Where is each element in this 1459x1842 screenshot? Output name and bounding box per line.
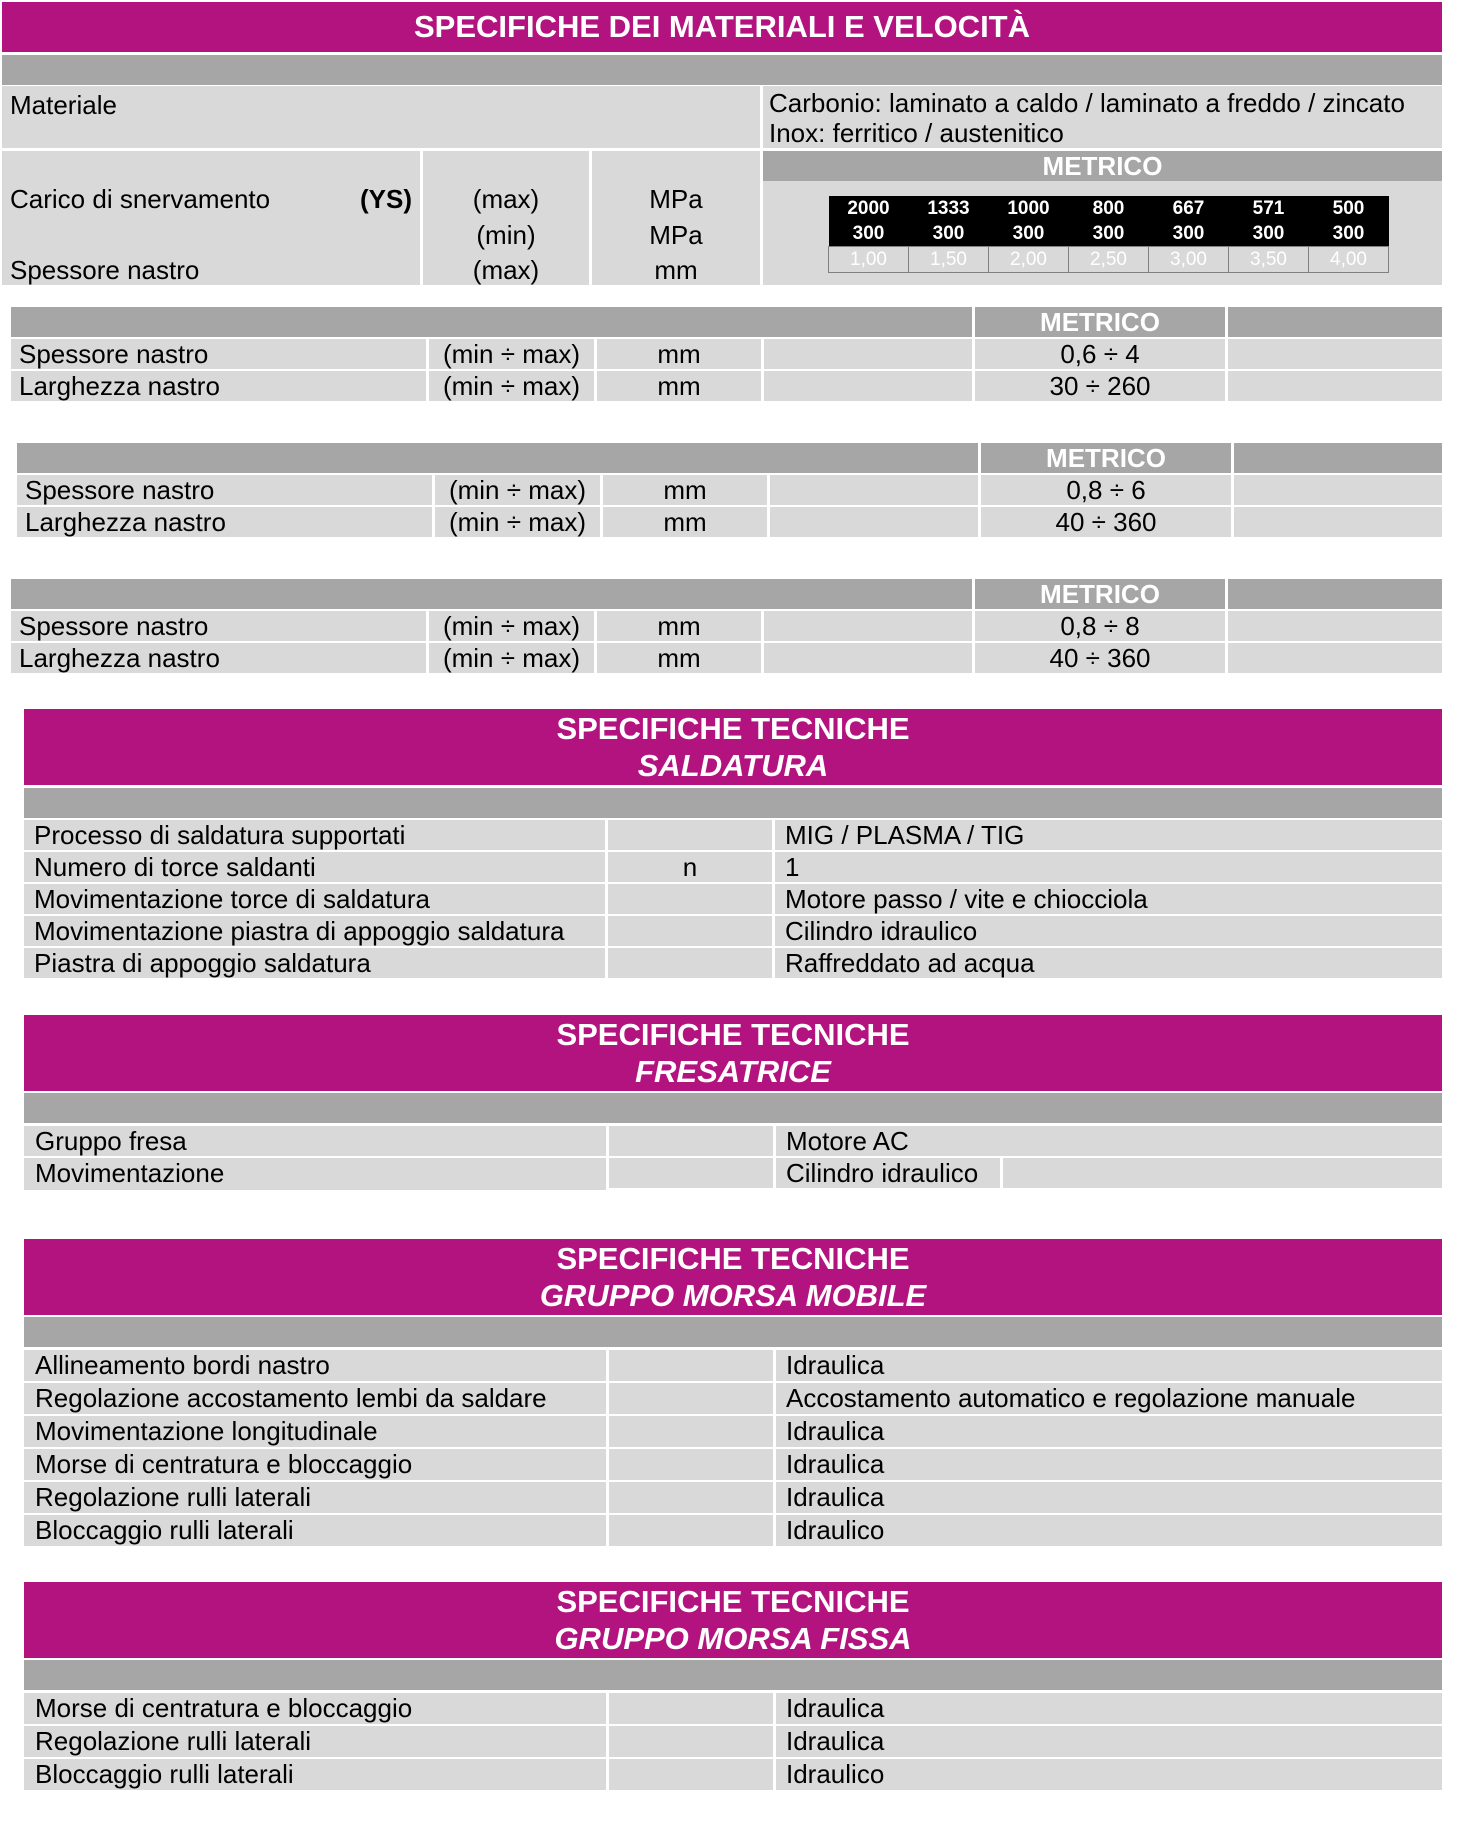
fresatrice-row-2-extra bbox=[1003, 1158, 1442, 1188]
morsa-fissa-row-2-unit bbox=[609, 1726, 773, 1757]
range-2-row-2-unit bbox=[603, 507, 767, 537]
speed-min-cell: 300 bbox=[909, 221, 989, 247]
speed-thickness-cell: 4,00 bbox=[1309, 247, 1389, 273]
morsa-fissa-divider bbox=[24, 1660, 1442, 1690]
morsa-mobile-row-2-unit bbox=[609, 1383, 773, 1414]
speed-min-cell: 300 bbox=[989, 221, 1069, 247]
morsa-mobile-row-5-label bbox=[24, 1482, 606, 1513]
speed-thickness-cell: 1,00 bbox=[829, 247, 909, 273]
range-label-text: Larghezza nastro bbox=[25, 507, 226, 537]
speed-thickness-cell: 2,50 bbox=[1069, 247, 1149, 273]
material-value-line1: Carbonio: laminato a caldo / laminato a freddo / zincato bbox=[769, 88, 1405, 118]
range-1-row-1-label bbox=[11, 339, 426, 369]
range-1-row-1-value bbox=[975, 339, 1225, 369]
saldatura-title: SPECIFICHE TECNICHE bbox=[556, 711, 910, 746]
spec-label-text: Piastra di appoggio saldatura bbox=[34, 948, 371, 978]
morsa-fissa-row-3-unit bbox=[609, 1759, 773, 1790]
fresatrice-row-1-value bbox=[776, 1126, 1442, 1156]
spec-value-text: Cilindro idraulico bbox=[785, 916, 978, 946]
morsa-mobile-subtitle: GRUPPO MORSA MOBILE bbox=[539, 1278, 927, 1313]
spec-value-text: MIG / PLASMA / TIG bbox=[785, 820, 1025, 850]
morsa-fissa-row-1-unit bbox=[609, 1693, 773, 1724]
spec-label-text: Numero di torce saldanti bbox=[34, 852, 316, 882]
range-1-row-1-extra bbox=[1228, 339, 1442, 369]
yield-min-label: (min) bbox=[476, 220, 536, 250]
spec-label-text: Bloccaggio rulli laterali bbox=[35, 1515, 294, 1545]
materials-metric-header bbox=[763, 151, 1442, 181]
saldatura-row-4-unit bbox=[608, 916, 772, 946]
morsa-mobile-title: SPECIFICHE TECNICHE bbox=[556, 1241, 910, 1276]
speed-row-max bbox=[829, 196, 1389, 221]
range-2-row-2-blank bbox=[770, 507, 978, 537]
range-2-header-bar bbox=[17, 443, 978, 473]
unit-mpa-max: MPa bbox=[649, 184, 703, 214]
saldatura-row-3-unit bbox=[608, 884, 772, 914]
range-2-row-2-label bbox=[17, 507, 432, 537]
morsa-fissa-subtitle: GRUPPO MORSA FISSA bbox=[554, 1621, 912, 1656]
range-unit-text: mm bbox=[657, 643, 701, 673]
range-3-row-2-unit bbox=[597, 643, 761, 673]
saldatura-divider bbox=[24, 788, 1442, 818]
speed-thickness-cell: 3,50 bbox=[1229, 247, 1309, 273]
spec-value-text: Idraulica bbox=[786, 1416, 885, 1446]
morsa-mobile-row-5-value bbox=[776, 1482, 1442, 1513]
range-qual-text: (min ÷ max) bbox=[442, 339, 581, 369]
saldatura-row-2-label bbox=[24, 852, 605, 882]
morsa-mobile-row-4-unit bbox=[609, 1449, 773, 1480]
spec-label-text: Movimentazione torce di saldatura bbox=[34, 884, 430, 914]
material-label-cell bbox=[2, 86, 760, 148]
range-1-header-bar bbox=[11, 307, 972, 337]
unit-cell bbox=[592, 151, 760, 285]
range-3-row-2-extra bbox=[1228, 643, 1442, 673]
spec-value-text: Idraulico bbox=[786, 1759, 885, 1789]
range-3-row-2-label bbox=[11, 643, 426, 673]
materials-title-bar bbox=[2, 2, 1442, 52]
spec-value-text: Cilindro idraulico bbox=[786, 1158, 979, 1188]
speed-max-cell: 1000 bbox=[989, 196, 1069, 221]
qual-cell bbox=[423, 151, 589, 285]
range-3-row-2-blank bbox=[764, 643, 972, 673]
saldatura-row-5-value bbox=[775, 948, 1442, 978]
spec-value-text: Motore passo / vite e chiocciola bbox=[785, 884, 1148, 914]
spec-label-text: Processo di saldatura supportati bbox=[34, 820, 406, 850]
range-1-row-1-unit bbox=[597, 339, 761, 369]
spec-value-text: Idraulica bbox=[786, 1350, 885, 1380]
fresatrice-title-bar bbox=[24, 1015, 1442, 1091]
range-1-row-2-unit bbox=[597, 371, 761, 401]
morsa-fissa-row-1-value bbox=[776, 1693, 1442, 1724]
range-3-row-1-extra bbox=[1228, 611, 1442, 641]
unit-mm: mm bbox=[654, 255, 698, 285]
saldatura-row-4-label bbox=[24, 916, 605, 946]
spec-label-text: Morse di centratura e bloccaggio bbox=[35, 1449, 413, 1479]
speed-max-cell: 667 bbox=[1149, 196, 1229, 221]
range-unit-text: mm bbox=[663, 507, 707, 537]
morsa-fissa-title-bar bbox=[24, 1582, 1442, 1658]
range-1-row-2-blank bbox=[764, 371, 972, 401]
spec-value-text: Idraulica bbox=[786, 1693, 885, 1723]
saldatura-row-1-value bbox=[775, 820, 1442, 850]
range-qual-text: (min ÷ max) bbox=[448, 475, 587, 505]
range-2-metric-header bbox=[981, 443, 1231, 473]
fresatrice-row-2-unit bbox=[609, 1158, 773, 1188]
saldatura-row-4-value bbox=[775, 916, 1442, 946]
thickness-label: Spessore nastro bbox=[10, 255, 200, 285]
morsa-mobile-divider bbox=[24, 1317, 1442, 1347]
speed-max-cell: 800 bbox=[1069, 196, 1149, 221]
range-2-row-1-value bbox=[981, 475, 1231, 505]
range-value-text: 0,8 ÷ 8 bbox=[1060, 611, 1140, 641]
range-3-row-2-qual bbox=[429, 643, 594, 673]
range-unit-text: mm bbox=[663, 475, 707, 505]
range-1-row-1-qual bbox=[429, 339, 594, 369]
yield-max-label: (max) bbox=[472, 184, 540, 214]
speed-min-cell: 300 bbox=[1309, 221, 1389, 247]
spec-value-text: Motore AC bbox=[786, 1126, 909, 1156]
material-label: Materiale bbox=[10, 90, 117, 120]
speed-max-cell: 571 bbox=[1229, 196, 1309, 221]
range-label-text: Spessore nastro bbox=[19, 339, 209, 369]
morsa-mobile-row-6-label bbox=[24, 1515, 606, 1546]
spec-value-text: Idraulica bbox=[786, 1482, 885, 1512]
morsa-mobile-row-3-value bbox=[776, 1416, 1442, 1447]
speed-min-cell: 300 bbox=[829, 221, 909, 247]
spec-value-text: 1 bbox=[785, 852, 800, 882]
spec-value-text: Idraulica bbox=[786, 1449, 885, 1479]
range-2-row-2-value bbox=[981, 507, 1231, 537]
morsa-mobile-row-1-value bbox=[776, 1350, 1442, 1381]
range-2-row-1-label bbox=[17, 475, 432, 505]
range-unit-text: mm bbox=[657, 611, 701, 641]
range-2-metric-label: METRICO bbox=[1046, 443, 1166, 473]
morsa-fissa-row-2-label bbox=[24, 1726, 606, 1757]
morsa-fissa-row-1-label bbox=[24, 1693, 606, 1724]
range-3-metric-header bbox=[975, 579, 1225, 609]
range-label-text: Spessore nastro bbox=[25, 475, 215, 505]
spec-label-text: Regolazione rulli laterali bbox=[35, 1482, 312, 1512]
materials-metric-label: METRICO bbox=[1042, 151, 1163, 181]
saldatura-title-bar bbox=[24, 709, 1442, 785]
morsa-mobile-row-6-value bbox=[776, 1515, 1442, 1546]
range-2-row-2-extra bbox=[1234, 507, 1442, 537]
range-3-metric-label: METRICO bbox=[1040, 579, 1160, 609]
spec-label-text: Movimentazione bbox=[35, 1158, 225, 1188]
range-2-row-1-qual bbox=[435, 475, 600, 505]
range-1-row-2-extra bbox=[1228, 371, 1442, 401]
unit-mpa-min: MPa bbox=[649, 220, 703, 250]
range-label-text: Larghezza nastro bbox=[19, 643, 220, 673]
speed-max-cell: 500 bbox=[1309, 196, 1389, 221]
range-1-header-bar-end bbox=[1228, 307, 1442, 337]
spec-label-text: Morse di centratura e bloccaggio bbox=[35, 1693, 413, 1723]
morsa-fissa-row-2-value bbox=[776, 1726, 1442, 1757]
range-label-text: Spessore nastro bbox=[19, 611, 209, 641]
range-1-row-1-blank bbox=[764, 339, 972, 369]
speed-row-thickness bbox=[829, 247, 1389, 273]
range-1-row-2-value bbox=[975, 371, 1225, 401]
range-3-row-1-blank bbox=[764, 611, 972, 641]
saldatura-subtitle: SALDATURA bbox=[637, 748, 829, 783]
spec-value-text: Idraulico bbox=[786, 1515, 885, 1545]
materials-divider bbox=[2, 55, 1442, 85]
range-value-text: 40 ÷ 360 bbox=[1049, 643, 1151, 673]
spec-value-text: Accostamento automatico e regolazione manuale bbox=[786, 1383, 1356, 1413]
spec-label-text: Movimentazione piastra di appoggio saldatura bbox=[34, 916, 565, 946]
morsa-fissa-title: SPECIFICHE TECNICHE bbox=[556, 1584, 910, 1619]
morsa-mobile-row-3-label bbox=[24, 1416, 606, 1447]
materials-title: SPECIFICHE DEI MATERIALI E VELOCITÀ bbox=[413, 9, 1031, 44]
range-unit-text: mm bbox=[657, 371, 701, 401]
range-3-header-bar bbox=[11, 579, 972, 609]
range-3-row-1-value bbox=[975, 611, 1225, 641]
morsa-fissa-row-3-label bbox=[24, 1759, 606, 1790]
saldatura-row-1-label bbox=[24, 820, 605, 850]
yield-abbr: (YS) bbox=[360, 184, 412, 214]
range-value-text: 40 ÷ 360 bbox=[1055, 507, 1157, 537]
range-2-row-1-blank bbox=[770, 475, 978, 505]
morsa-mobile-row-2-label bbox=[24, 1383, 606, 1414]
range-3-row-1-unit bbox=[597, 611, 761, 641]
speed-min-cell: 300 bbox=[1069, 221, 1149, 247]
range-2-row-1-extra bbox=[1234, 475, 1442, 505]
saldatura-row-2-unit bbox=[608, 852, 772, 882]
range-1-row-2-label bbox=[11, 371, 426, 401]
speed-max-cell: 2000 bbox=[829, 196, 909, 221]
thickness-qual: (max) bbox=[472, 255, 540, 285]
fresatrice-row-1-label bbox=[24, 1126, 606, 1156]
spec-value-text: Raffreddato ad acqua bbox=[785, 948, 1035, 978]
saldatura-row-3-value bbox=[775, 884, 1442, 914]
spec-label-text: Allineamento bordi nastro bbox=[35, 1350, 330, 1380]
range-qual-text: (min ÷ max) bbox=[442, 371, 581, 401]
speed-thickness-cell: 3,00 bbox=[1149, 247, 1229, 273]
range-unit-text: mm bbox=[657, 339, 701, 369]
material-value-line2: Inox: ferritico / austenitico bbox=[769, 118, 1064, 148]
range-3-row-1-qual bbox=[429, 611, 594, 641]
range-2-row-2-qual bbox=[435, 507, 600, 537]
range-2-header-bar-end bbox=[1234, 443, 1442, 473]
range-label-text: Larghezza nastro bbox=[19, 371, 220, 401]
saldatura-row-5-unit bbox=[608, 948, 772, 978]
range-qual-text: (min ÷ max) bbox=[442, 643, 581, 673]
speed-thickness-cell: 1,50 bbox=[909, 247, 989, 273]
morsa-mobile-row-4-value bbox=[776, 1449, 1442, 1480]
yield-label: Carico di snervamento bbox=[10, 184, 271, 214]
spec-value-text: Idraulica bbox=[786, 1726, 885, 1756]
range-3-row-2-value bbox=[975, 643, 1225, 673]
fresatrice-row-2-label bbox=[24, 1158, 606, 1190]
spec-label-text: Gruppo fresa bbox=[35, 1126, 187, 1156]
morsa-mobile-row-4-label bbox=[24, 1449, 606, 1480]
range-2-row-1-unit bbox=[603, 475, 767, 505]
morsa-fissa-row-3-value bbox=[776, 1759, 1442, 1790]
range-value-text: 0,8 ÷ 6 bbox=[1066, 475, 1146, 505]
range-qual-text: (min ÷ max) bbox=[442, 611, 581, 641]
speed-thickness-cell: 2,00 bbox=[989, 247, 1069, 273]
spec-label-text: Regolazione rulli laterali bbox=[35, 1726, 312, 1756]
spec-unit-text: n bbox=[682, 852, 698, 882]
range-value-text: 0,6 ÷ 4 bbox=[1060, 339, 1140, 369]
fresatrice-row-1-unit bbox=[609, 1126, 773, 1156]
saldatura-row-3-label bbox=[24, 884, 605, 914]
morsa-mobile-row-1-label bbox=[24, 1350, 606, 1381]
speed-min-cell: 300 bbox=[1229, 221, 1309, 247]
morsa-mobile-row-2-value bbox=[776, 1383, 1442, 1414]
range-1-metric-header bbox=[975, 307, 1225, 337]
range-value-text: 30 ÷ 260 bbox=[1049, 371, 1151, 401]
morsa-mobile-row-3-unit bbox=[609, 1416, 773, 1447]
morsa-mobile-title-bar bbox=[24, 1239, 1442, 1315]
saldatura-row-2-value bbox=[775, 852, 1442, 882]
range-qual-text: (min ÷ max) bbox=[448, 507, 587, 537]
fresatrice-row-2-value bbox=[776, 1158, 1000, 1188]
range-1-metric-label: METRICO bbox=[1040, 307, 1160, 337]
range-3-header-bar-end bbox=[1228, 579, 1442, 609]
morsa-mobile-row-6-unit bbox=[609, 1515, 773, 1546]
spec-label-text: Bloccaggio rulli laterali bbox=[35, 1759, 294, 1789]
saldatura-row-5-label bbox=[24, 948, 605, 978]
morsa-mobile-row-5-unit bbox=[609, 1482, 773, 1513]
fresatrice-title: SPECIFICHE TECNICHE bbox=[556, 1017, 910, 1052]
range-3-row-1-label bbox=[11, 611, 426, 641]
yield-label-cell bbox=[2, 151, 420, 285]
spec-label-text: Movimentazione longitudinale bbox=[35, 1416, 378, 1446]
speed-row-min bbox=[829, 221, 1389, 247]
morsa-mobile-row-1-unit bbox=[609, 1350, 773, 1381]
saldatura-row-1-unit bbox=[608, 820, 772, 850]
material-value-cell bbox=[763, 86, 1442, 148]
fresatrice-subtitle: FRESATRICE bbox=[635, 1054, 831, 1089]
spec-label-text: Regolazione accostamento lembi da saldare bbox=[35, 1383, 547, 1413]
fresatrice-divider bbox=[24, 1093, 1442, 1123]
range-1-row-2-qual bbox=[429, 371, 594, 401]
speed-table bbox=[828, 196, 1389, 273]
speed-min-cell: 300 bbox=[1149, 221, 1229, 247]
speed-max-cell: 1333 bbox=[909, 196, 989, 221]
